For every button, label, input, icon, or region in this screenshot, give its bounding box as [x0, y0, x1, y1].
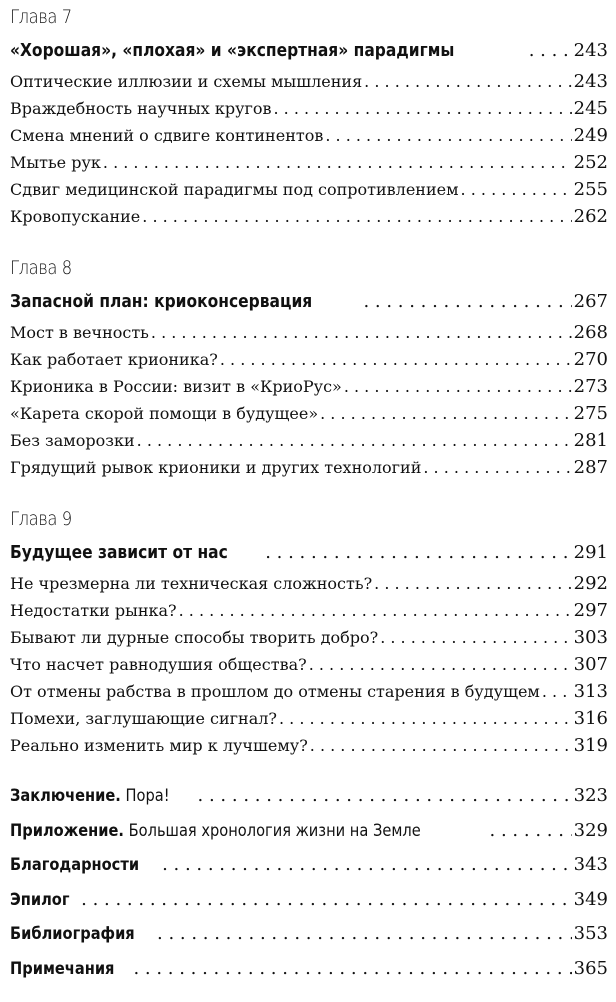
page-number: 268: [573, 322, 608, 343]
entry-title: От отмены рабства в прошлом до отмены старения в будущем: [10, 682, 540, 701]
entry-title: Без заморозки: [10, 431, 135, 450]
dot-leader: [380, 624, 571, 651]
toc-entry-end: [10, 779, 608, 814]
chapter-title-row: [10, 34, 608, 68]
entry-title: «Карета скорой помощи в будущее»: [10, 404, 319, 423]
dot-leader: [363, 285, 571, 319]
page-number: 262: [573, 206, 608, 227]
page-number: 353: [573, 923, 608, 944]
page-number: 365: [573, 957, 608, 979]
entry-title: [10, 917, 135, 952]
entry-title: Недостатки рынка?: [10, 601, 177, 620]
toc-entry: [10, 597, 608, 624]
dot-leader: [137, 427, 572, 454]
toc-entry: [10, 95, 608, 122]
chapter-title: Будущее зависит от нас: [10, 542, 228, 563]
toc-entry: [10, 346, 608, 373]
dot-leader: [179, 597, 572, 624]
dot-leader: [344, 373, 572, 400]
toc-entry-end: [10, 952, 608, 987]
toc-entry: [10, 400, 608, 427]
page-number: 307: [573, 654, 608, 675]
end-matter: [10, 779, 608, 986]
dot-leader: [490, 814, 572, 849]
dot-leader: [265, 536, 571, 570]
toc-entry: [10, 149, 608, 176]
entry-title-rest: Большая хронология жизни на Земле: [123, 820, 421, 841]
entry-title: Бывают ли дурные способы творить добро?: [10, 628, 379, 647]
page-number: 275: [573, 403, 608, 424]
entry-title-bold: Благодарности: [10, 855, 140, 875]
dot-leader: [364, 68, 571, 95]
page-number: 243: [573, 40, 608, 61]
toc-entry: [10, 454, 608, 481]
dot-leader: [423, 454, 571, 481]
entry-title: Мост в вечность: [10, 323, 149, 342]
page-number: 343: [573, 854, 608, 875]
chapter-title: «Хорошая», «плохая» и «экспертная» парадигмы: [10, 40, 455, 61]
page-number: 245: [573, 98, 608, 119]
toc-entry: [10, 624, 608, 651]
dot-leader: [142, 203, 571, 230]
dot-leader: [310, 732, 572, 759]
entry-title: [10, 848, 139, 883]
chapter-title-row: [10, 285, 608, 319]
dot-leader: [133, 952, 571, 987]
page-number: 319: [573, 735, 608, 756]
dot-leader: [220, 346, 572, 373]
toc-entry-end: [10, 848, 608, 883]
entry-title: Помехи, заглушающие сигнал?: [10, 709, 277, 728]
dot-leader: [374, 570, 571, 597]
chapter-label: Глава 7: [10, 6, 72, 28]
dot-leader: [325, 122, 571, 149]
entry-title: Оптические иллюзии и схемы мышления: [10, 72, 363, 91]
page-number: 297: [573, 600, 608, 621]
page-number: 249: [573, 125, 608, 146]
page-number: 267: [573, 291, 608, 312]
entry-title: Крионика в России: визит в «КриоРус»: [10, 377, 342, 396]
entry-title: Как работает крионика?: [10, 350, 218, 369]
dot-leader: [151, 319, 572, 346]
toc-entry: [10, 373, 608, 400]
entry-title: Враждебность научных кругов: [10, 99, 272, 118]
toc-entry: [10, 732, 608, 759]
dot-leader: [309, 651, 572, 678]
dot-leader: [279, 705, 572, 732]
entry-title-rest: Пора!: [120, 786, 170, 806]
page-number: 313: [573, 681, 608, 702]
toc-entry: [10, 68, 608, 95]
page-number: 329: [573, 819, 608, 841]
entry-title: [10, 779, 170, 814]
toc-entry-end: [10, 883, 608, 918]
toc-entry: [10, 705, 608, 732]
entry-title: [10, 814, 421, 849]
entry-title: Грядущий рывок крионики и других технологий: [10, 458, 422, 477]
entry-title: Не чрезмерна ли техническая сложность?: [10, 574, 373, 593]
chapter-label: Глава 9: [10, 508, 72, 530]
toc-entry: [10, 203, 608, 230]
toc-entry: [10, 176, 608, 203]
table-of-contents: [10, 0, 608, 986]
entry-title-bold: Примечания: [10, 958, 115, 979]
dot-leader: [103, 149, 572, 176]
page-number: 292: [573, 573, 608, 594]
entry-title-bold: Эпилог: [10, 889, 70, 910]
dot-leader: [198, 779, 572, 814]
chapter-block: [10, 251, 608, 481]
entry-title-bold: Заключение.: [10, 786, 121, 806]
entry-title: Мытье рук: [10, 153, 101, 172]
chapter-block: [10, 502, 608, 759]
entry-title-bold: Библиография: [10, 924, 135, 944]
chapter-title-row: [10, 536, 608, 570]
dot-leader: [157, 917, 572, 952]
entry-title: [10, 952, 114, 987]
toc-entry: [10, 319, 608, 346]
page-number: 287: [573, 457, 608, 478]
toc-entry: [10, 122, 608, 149]
entry-title-bold: Приложение.: [10, 820, 124, 841]
toc-entry: [10, 651, 608, 678]
page-number: 252: [573, 152, 608, 173]
dot-leader: [320, 400, 572, 427]
page-number: 323: [573, 785, 608, 806]
page-number: 349: [573, 888, 608, 910]
page-number: 291: [573, 542, 608, 563]
entry-title: Что насчет равнодушия общества?: [10, 655, 307, 674]
dot-leader: [81, 883, 571, 918]
entry-title: Кровопускание: [10, 207, 141, 226]
toc-entry: [10, 678, 608, 705]
page-number: 243: [573, 71, 608, 92]
page-number: 281: [573, 430, 608, 451]
chapter-label: Глава 8: [10, 257, 72, 279]
toc-entry: [10, 570, 608, 597]
entry-title: Смена мнений о сдвиге континентов: [10, 126, 324, 145]
page-number: 270: [573, 349, 608, 370]
toc-entry-end: [10, 917, 608, 952]
chapter-block: [10, 0, 608, 230]
page-number: 303: [573, 627, 608, 648]
dot-leader: [461, 176, 572, 203]
dot-leader: [274, 95, 572, 122]
dot-leader: [542, 678, 572, 705]
dot-leader: [529, 34, 572, 68]
entry-title: [10, 883, 69, 918]
entry-title: Сдвиг медицинской парадигмы под сопротивлением: [10, 180, 459, 199]
toc-entry: [10, 427, 608, 454]
entry-title: Реально изменить мир к лучшему?: [10, 736, 308, 755]
chapter-title: Запасной план: криоконсервация: [10, 291, 313, 312]
page-number: 316: [573, 708, 608, 729]
page-number: 273: [573, 376, 608, 397]
toc-entry-end: [10, 814, 608, 849]
dot-leader: [162, 848, 572, 883]
page-number: 255: [573, 179, 608, 200]
